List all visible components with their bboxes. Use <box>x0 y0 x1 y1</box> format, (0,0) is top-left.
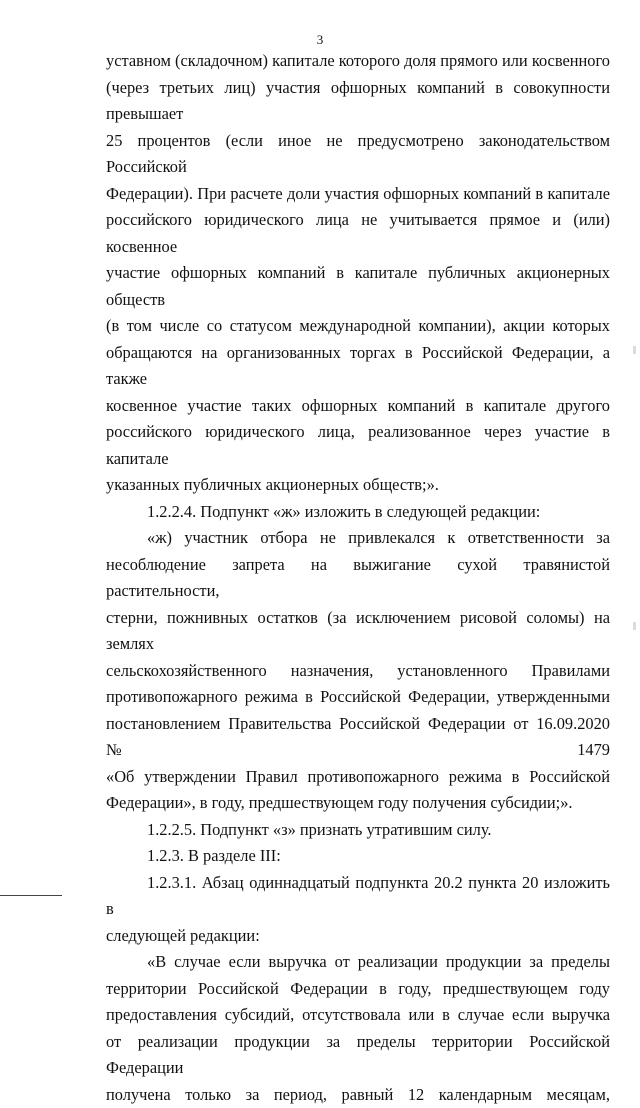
word: месяцам, <box>547 1082 610 1108</box>
word: Правилами <box>532 658 610 685</box>
word: период, <box>274 1082 327 1108</box>
word: назначения, <box>291 658 374 685</box>
word: установленного <box>397 658 507 685</box>
text-line: российского юридического лица, реализованное через участие в капитале <box>106 419 610 472</box>
text-line: (в том числе со статусом международной компании), акции которых <box>106 313 610 340</box>
document-body <box>106 48 610 1108</box>
text-line: российского юридического лица не учитывается прямое и (или) косвенное <box>106 207 610 260</box>
word: равный <box>342 1082 394 1108</box>
word: получена <box>106 1082 171 1108</box>
text-line: уставном (складочном) капитале которого доля прямого или косвенного <box>106 48 610 75</box>
text-line: постановлением Правительства Российской Федерации от 16.09.2020 № 1479 <box>106 711 610 764</box>
scan-edge-mark <box>633 622 636 630</box>
text-line: участие офшорных компаний в капитале публичных акционерных обществ <box>106 260 610 313</box>
text-line: предоставления субсидий, отсутствовала или в случае если выручка <box>106 1002 610 1029</box>
word: календарным <box>439 1082 532 1108</box>
text-line: 25 процентов (если иное не предусмотрено законодательством Российской <box>106 128 610 181</box>
word: сельскохозяйственного <box>106 658 267 685</box>
text-line: «ж) участник отбора не привлекался к ответственности за <box>106 525 610 552</box>
text-line: несоблюдение запрета на выжигание сухой травянистой растительности, <box>106 552 610 605</box>
subsection-heading: 1.2.2.5. Подпункт «з» признать утратившим силу. <box>106 817 610 844</box>
text-line: противопожарного режима в Российской Федерации, утвержденными <box>106 684 610 711</box>
text-line: указанных публичных акционерных обществ;». <box>106 472 610 499</box>
text-line: от реализации продукции за пределы территории Российской Федерации <box>106 1029 610 1082</box>
page-number: 3 <box>0 32 640 48</box>
text-line: 1.2.3.1. Абзац одиннадцатый подпункта 20.2 пункта 20 изложить в <box>106 870 610 923</box>
text-line: «В случае если выручка от реализации продукции за пределы <box>106 949 610 976</box>
word: за <box>246 1082 260 1108</box>
text-line: территории Российской Федерации в году, предшествующем году <box>106 976 610 1003</box>
text-line: Федерации», в году, предшествующем году получения субсидии;». <box>106 790 610 817</box>
text-line: стерни, пожнивных остатков (за исключением рисовой соломы) на землях <box>106 605 610 658</box>
text-line: Федерации). При расчете доли участия офшорных компаний в капитале <box>106 181 610 208</box>
word: только <box>185 1082 231 1108</box>
word: 12 <box>408 1082 424 1108</box>
subsection-heading: 1.2.2.4. Подпункт «ж» изложить в следующей редакции: <box>106 499 610 526</box>
subsection-heading: 1.2.3. В разделе III: <box>106 843 610 870</box>
text-line <box>106 658 610 685</box>
text-line: косвенное участие таких офшорных компаний в капитале другого <box>106 393 610 420</box>
text-line: «Об утверждении Правил противопожарного режима в Российской <box>106 764 610 791</box>
footnote-divider <box>0 895 62 896</box>
text-line: (через третьих лиц) участия офшорных компаний в совокупности превышает <box>106 75 610 128</box>
text-line: обращаются на организованных торгах в Российской Федерации, а также <box>106 340 610 393</box>
text-line: следующей редакции: <box>106 923 610 950</box>
scan-edge-mark <box>633 346 636 354</box>
text-line <box>106 1082 610 1108</box>
